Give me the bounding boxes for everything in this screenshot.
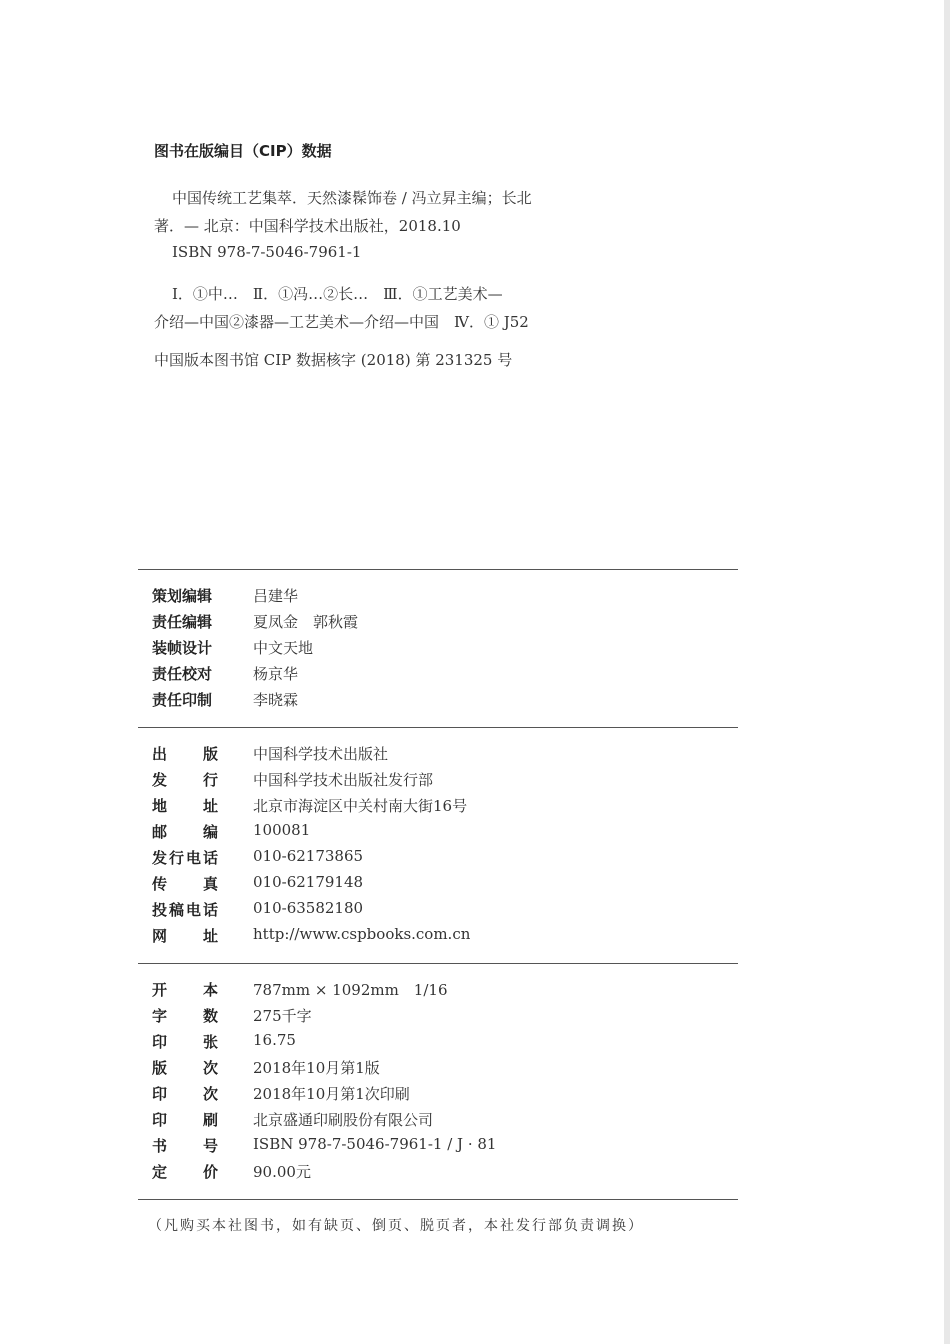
- publisher-row: [152, 899, 712, 925]
- publisher-label: [152, 821, 218, 842]
- publisher-section: [152, 743, 712, 951]
- spec-row: [152, 1135, 712, 1161]
- spec-value: 2018年10月第1次印刷: [253, 1085, 410, 1103]
- label-char: 投: [152, 901, 168, 919]
- label-char: 次: [202, 1059, 218, 1077]
- spec-row: [152, 1031, 712, 1057]
- spec-label: [152, 1109, 218, 1130]
- spec-value: ISBN 978-7-5046-7961-1 / J · 81: [253, 1135, 497, 1153]
- spec-label: [152, 1031, 218, 1052]
- cip-heading: 图书在版编目（CIP）数据: [154, 142, 332, 160]
- staff-value: 吕建华: [253, 587, 299, 605]
- staff-label: 责任编辑: [152, 613, 213, 631]
- staff-row: [152, 611, 712, 637]
- publisher-row: [152, 873, 712, 899]
- staff-row: [152, 585, 712, 611]
- publisher-label: [152, 899, 218, 920]
- staff-label: 策划编辑: [152, 587, 213, 605]
- spec-value: 787mm × 1092mm 1/16: [253, 981, 448, 999]
- label-char: 书: [152, 1137, 168, 1155]
- staff-value: 夏凤金 郭秋霞: [253, 613, 359, 631]
- label-char: 址: [202, 797, 218, 815]
- label-char: 行: [202, 771, 218, 789]
- label-char: 话: [202, 849, 218, 867]
- publisher-value: 010-62173865: [253, 847, 364, 865]
- label-char: 印: [152, 1085, 168, 1103]
- label-char: 邮: [152, 823, 168, 841]
- spec-label: [152, 1005, 218, 1026]
- label-char: 号: [202, 1137, 218, 1155]
- publisher-row: [152, 769, 712, 795]
- spec-value: 北京盛通印刷股份有限公司: [253, 1111, 434, 1129]
- label-char: 编: [202, 823, 218, 841]
- label-char: 版: [152, 1059, 168, 1077]
- spec-value: 2018年10月第1版: [253, 1059, 380, 1077]
- publisher-value: 100081: [253, 821, 311, 839]
- publisher-row: [152, 925, 712, 951]
- publisher-label: [152, 873, 218, 894]
- staff-value: 杨京华: [253, 665, 299, 683]
- label-char: 价: [202, 1163, 218, 1181]
- spec-label: [152, 1057, 218, 1078]
- publisher-row: [152, 821, 712, 847]
- label-char: 行: [168, 849, 184, 867]
- divider-staff-publisher: [138, 727, 738, 728]
- label-char: 本: [202, 981, 218, 999]
- specs-section: [152, 979, 712, 1187]
- label-char: 数: [202, 1007, 218, 1025]
- spec-label: [152, 1161, 218, 1182]
- staff-row: [152, 689, 712, 715]
- label-char: 地: [152, 797, 168, 815]
- cip-subject-line-2: 介绍—中国②漆器—工艺美术—介绍—中国 Ⅳ．① J52: [154, 313, 529, 331]
- staff-value: 中文天地: [253, 639, 314, 657]
- publisher-label: [152, 769, 218, 790]
- divider-bottom: [138, 1199, 738, 1200]
- label-char: 话: [202, 901, 218, 919]
- cip-subject-line-1: Ⅰ．①中… Ⅱ．①冯…②长… Ⅲ．①工艺美术—: [172, 285, 503, 303]
- label-char: 真: [202, 875, 218, 893]
- label-char: 发: [152, 849, 168, 867]
- staff-value: 李晓霖: [253, 691, 299, 709]
- publisher-value: 中国科学技术出版社: [253, 745, 389, 763]
- publisher-label: [152, 847, 218, 868]
- publisher-row: [152, 847, 712, 873]
- label-char: 开: [152, 981, 168, 999]
- label-char: 字: [152, 1007, 168, 1025]
- spec-value: 275千字: [253, 1007, 312, 1025]
- label-char: 印: [152, 1033, 168, 1051]
- cip-record-number: 中国版本图书馆 CIP 数据核字 (2018) 第 231325 号: [154, 351, 513, 369]
- label-char: 印: [152, 1111, 168, 1129]
- spec-value: 90.00元: [253, 1163, 311, 1181]
- publisher-value: 010-63582180: [253, 899, 364, 917]
- spec-row: [152, 1057, 712, 1083]
- label-char: 张: [202, 1033, 218, 1051]
- spec-label: [152, 1083, 218, 1104]
- publisher-label: [152, 743, 218, 764]
- staff-row: [152, 663, 712, 689]
- publisher-label: [152, 925, 218, 946]
- spec-row: [152, 1109, 712, 1135]
- label-char: 次: [202, 1085, 218, 1103]
- cip-imprint-line: 著．— 北京：中国科学技术出版社，2018.10: [154, 217, 461, 235]
- publisher-value: 010-62179148: [253, 873, 364, 891]
- label-char: 传: [152, 875, 168, 893]
- divider-top: [138, 569, 738, 570]
- label-char: 定: [152, 1163, 168, 1181]
- spec-row: [152, 1005, 712, 1031]
- cip-title-line: 中国传统工艺集萃．天然漆髹饰卷 / 冯立昇主编；长北: [172, 189, 532, 207]
- publisher-value: 北京市海淀区中关村南大街16号: [253, 797, 468, 815]
- publisher-value: 中国科学技术出版社发行部: [253, 771, 434, 789]
- spec-value: 16.75: [253, 1031, 296, 1049]
- spec-row: [152, 979, 712, 1005]
- spec-label: [152, 979, 218, 1000]
- divider-publisher-specs: [138, 963, 738, 964]
- publisher-row: [152, 743, 712, 769]
- website-link[interactable]: http://www.cspbooks.com.cn: [253, 925, 471, 943]
- label-char: 发: [152, 771, 168, 789]
- publisher-label: [152, 795, 218, 816]
- staff-section: [152, 585, 712, 715]
- exchange-notice: （凡购买本社图书，如有缺页、倒页、脱页者，本社发行部负责调换）: [148, 1218, 644, 1234]
- label-char: 出: [152, 745, 168, 763]
- staff-row: [152, 637, 712, 663]
- staff-label: 装帧设计: [152, 639, 213, 657]
- spec-row: [152, 1083, 712, 1109]
- label-char: 网: [152, 927, 168, 945]
- staff-label: 责任印制: [152, 691, 213, 709]
- cip-isbn-line: ISBN 978-7-5046-7961-1: [172, 243, 362, 261]
- label-char: 电: [185, 849, 201, 867]
- label-char: 电: [185, 901, 201, 919]
- staff-label: 责任校对: [152, 665, 213, 683]
- publisher-row: [152, 795, 712, 821]
- spec-row: [152, 1161, 712, 1187]
- label-char: 版: [202, 745, 218, 763]
- label-char: 稿: [168, 901, 184, 919]
- label-char: 址: [202, 927, 218, 945]
- spec-label: [152, 1135, 218, 1156]
- label-char: 刷: [202, 1111, 218, 1129]
- page-edge: [944, 0, 950, 1344]
